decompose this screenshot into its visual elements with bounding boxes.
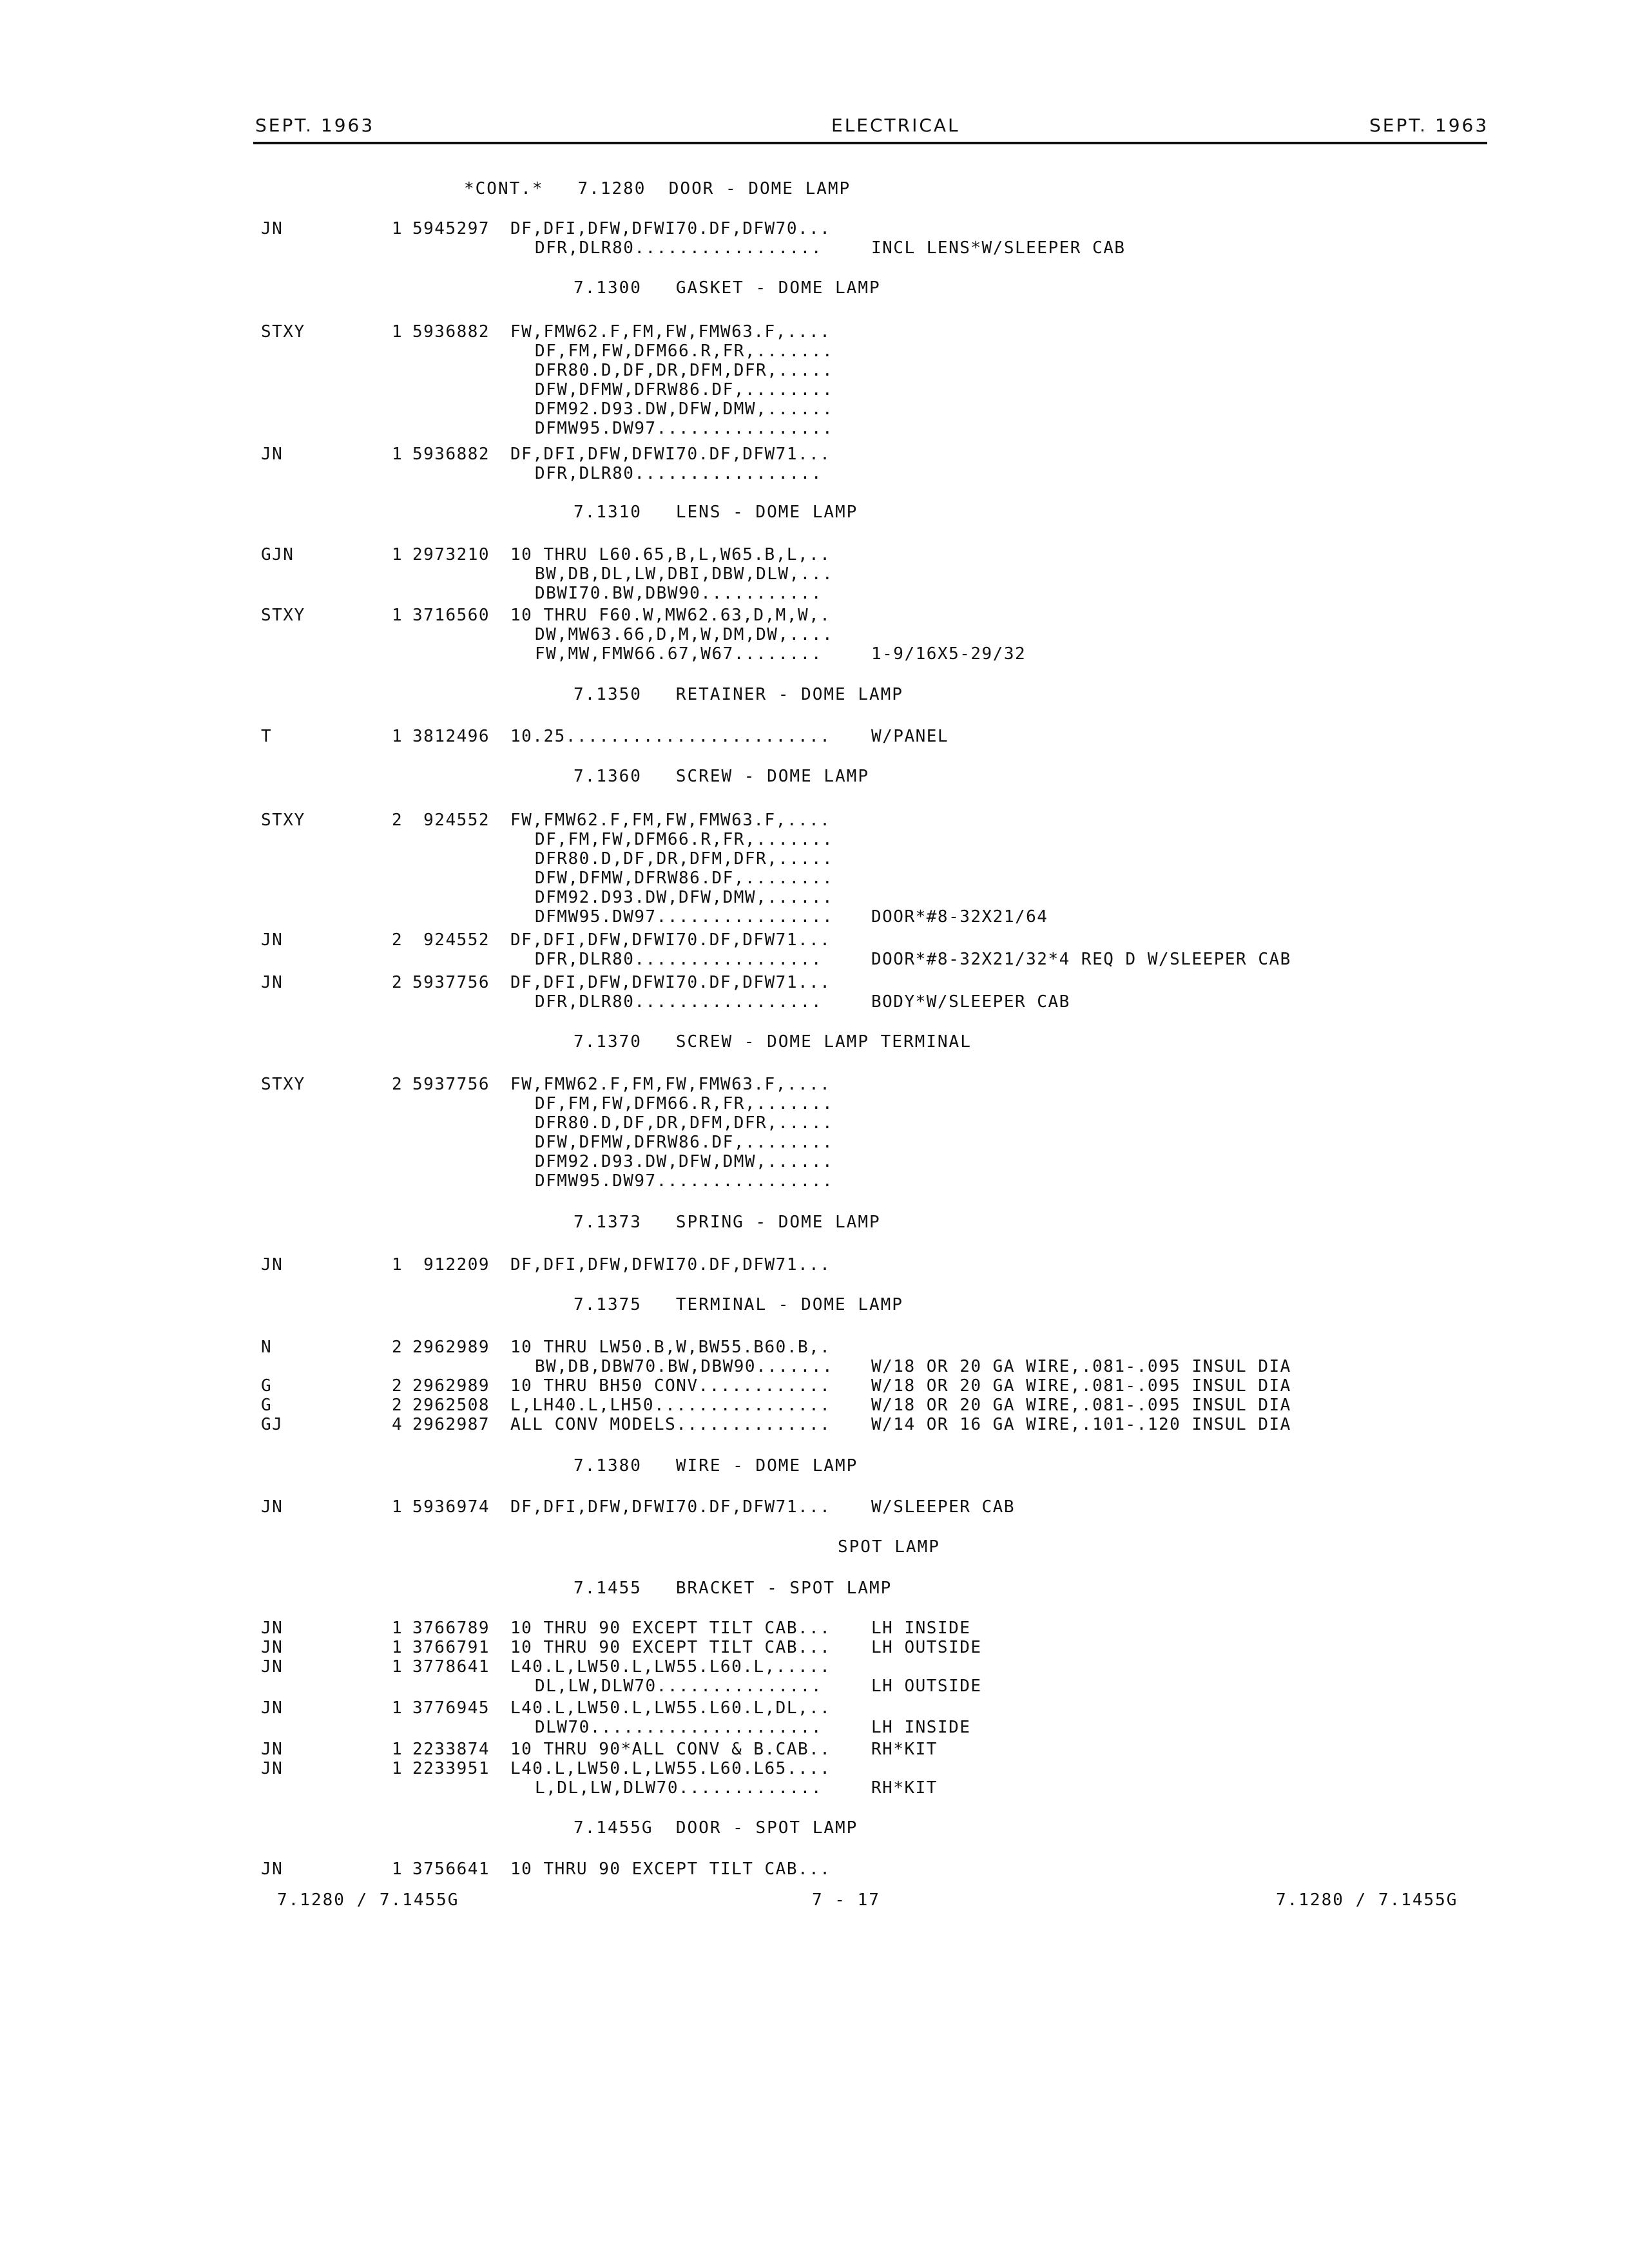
model-code: JN — [261, 973, 284, 992]
model-description-continued: DF,FM,FW,DFM66.R,FR,....... — [535, 341, 834, 361]
quantity: 1 — [392, 445, 403, 464]
model-code: JN — [261, 1657, 284, 1677]
model-description: 10.25........................ — [510, 727, 831, 746]
quantity: 1 — [392, 1638, 403, 1657]
section-heading: 7.1455 BRACKET - SPOT LAMP — [574, 1579, 892, 1598]
part-number: 2973210 — [412, 545, 490, 564]
remarks: 1-9/16X5-29/32 — [871, 644, 1027, 664]
model-description: 10 THRU LW50.B,W,BW55.B60.B,. — [510, 1338, 831, 1357]
part-number: 924552 — [412, 811, 490, 830]
part-number: 2962508 — [412, 1396, 490, 1415]
model-description-continued: DFMW95.DW97................ — [535, 419, 834, 438]
model-code: JN — [261, 1619, 284, 1638]
quantity: 1 — [392, 1740, 403, 1759]
section-heading: 7.1373 SPRING - DOME LAMP — [574, 1213, 881, 1232]
model-description-continued: DFM92.D93.DW,DFW,DMW,...... — [535, 1152, 834, 1171]
model-code: JN — [261, 930, 284, 950]
section-heading: SPOT LAMP — [838, 1537, 940, 1557]
model-description-continued: DFR,DLR80................. — [535, 464, 822, 483]
quantity: 2 — [392, 1396, 403, 1415]
section-heading: 7.1360 SCREW - DOME LAMP — [574, 767, 869, 786]
section-heading: 7.1300 GASKET - DOME LAMP — [574, 278, 881, 298]
model-description: L40.L,LW50.L,LW55.L60.L,..... — [510, 1657, 831, 1677]
remarks: DOOR*#8-32X21/64 — [871, 907, 1048, 927]
part-number: 2962987 — [412, 1415, 490, 1434]
part-number: 2962989 — [412, 1376, 490, 1396]
model-description: 10 THRU 90 EXCEPT TILT CAB... — [510, 1638, 831, 1657]
model-description-continued: DFMW95.DW97................ — [535, 1171, 834, 1191]
model-description-continued: DFR,DLR80................. — [535, 238, 822, 258]
quantity: 4 — [392, 1415, 403, 1434]
quantity: 1 — [392, 1860, 403, 1879]
part-number: 3812496 — [412, 727, 490, 746]
model-code: JN — [261, 1860, 284, 1879]
remarks: BODY*W/SLEEPER CAB — [871, 992, 1070, 1012]
section-heading: 7.1455G DOOR - SPOT LAMP — [574, 1818, 858, 1838]
part-number: 3766791 — [412, 1638, 490, 1657]
part-number: 3776945 — [412, 1698, 490, 1718]
model-code: JN — [261, 1698, 284, 1718]
model-description-continued: DFW,DFMW,DFRW86.DF,........ — [535, 869, 834, 888]
model-description: DF,DFI,DFW,DFWI70.DF,DFW71... — [510, 930, 831, 950]
part-number: 5945297 — [412, 219, 490, 238]
model-description: DF,DFI,DFW,DFWI70.DF,DFW70... — [510, 219, 831, 238]
model-description-continued: BW,DB,DBW70.BW,DBW90....... — [535, 1357, 834, 1376]
model-description-continued: DFR,DLR80................. — [535, 950, 822, 969]
quantity: 1 — [392, 1698, 403, 1718]
part-number: 3756641 — [412, 1860, 490, 1879]
model-code: JN — [261, 1497, 284, 1517]
model-description: FW,FMW62.F,FM,FW,FMW63.F,.... — [510, 811, 831, 830]
model-code: GJN — [261, 545, 294, 564]
model-description: 10 THRU 90 EXCEPT TILT CAB... — [510, 1860, 831, 1879]
model-code: JN — [261, 1759, 284, 1778]
part-number: 5936974 — [412, 1497, 490, 1517]
remarks: DOOR*#8-32X21/32*4 REQ D W/SLEEPER CAB — [871, 950, 1291, 969]
section-heading: 7.1350 RETAINER - DOME LAMP — [574, 685, 903, 704]
quantity: 1 — [392, 1619, 403, 1638]
model-description: L40.L,LW50.L,LW55.L60.L,DL,.. — [510, 1698, 831, 1718]
model-code: STXY — [261, 606, 305, 625]
model-description: 10 THRU 90*ALL CONV & B.CAB.. — [510, 1740, 831, 1759]
model-description-continued: DFW,DFMW,DFRW86.DF,........ — [535, 380, 834, 399]
quantity: 1 — [392, 1255, 403, 1274]
part-number: 3778641 — [412, 1657, 490, 1677]
quantity: 1 — [392, 1657, 403, 1677]
model-description-continued: DFR80.D,DF,DR,DFM,DFR,..... — [535, 1113, 834, 1133]
model-description-continued: DBWI70.BW,DBW90........... — [535, 584, 822, 603]
model-description-continued: DLW70..................... — [535, 1718, 822, 1737]
header-rule — [253, 142, 1487, 144]
part-number: 5937756 — [412, 973, 490, 992]
section-heading: 7.1380 WIRE - DOME LAMP — [574, 1456, 858, 1475]
model-description: ALL CONV MODELS.............. — [510, 1415, 831, 1434]
model-code: STXY — [261, 1075, 305, 1094]
model-description-continued: BW,DB,DL,LW,DBI,DBW,DLW,... — [535, 564, 834, 584]
model-code: STXY — [261, 322, 305, 341]
model-description-continued: DFR,DLR80................. — [535, 992, 822, 1012]
part-number: 2233951 — [412, 1759, 490, 1778]
model-description-continued: DFR80.D,DF,DR,DFM,DFR,..... — [535, 361, 834, 380]
model-code: G — [261, 1376, 273, 1396]
model-description: DF,DFI,DFW,DFWI70.DF,DFW71... — [510, 1497, 831, 1517]
remarks: LH INSIDE — [871, 1718, 971, 1737]
model-code: JN — [261, 1740, 284, 1759]
header-date-left: SEPT. 1963 — [255, 115, 375, 136]
model-description-continued: FW,MW,FMW66.67,W67........ — [535, 644, 822, 664]
quantity: 1 — [392, 219, 403, 238]
model-description-continued: DW,MW63.66,D,M,W,DM,DW,.... — [535, 625, 834, 644]
model-description: FW,FMW62.F,FM,FW,FMW63.F,.... — [510, 322, 831, 341]
model-code: JN — [261, 445, 284, 464]
section-heading: 7.1310 LENS - DOME LAMP — [574, 503, 858, 522]
model-description: L,LH40.L,LH50................ — [510, 1396, 831, 1415]
part-number: 924552 — [412, 930, 490, 950]
quantity: 2 — [392, 930, 403, 950]
model-description: DF,DFI,DFW,DFWI70.DF,DFW71... — [510, 973, 831, 992]
remarks: W/18 OR 20 GA WIRE,.081-.095 INSUL DIA — [871, 1396, 1291, 1415]
model-code: G — [261, 1396, 273, 1415]
model-description-continued: DFMW95.DW97................ — [535, 907, 834, 927]
part-number: 5936882 — [412, 322, 490, 341]
remarks: W/18 OR 20 GA WIRE,.081-.095 INSUL DIA — [871, 1357, 1291, 1376]
header-section-title: ELECTRICAL — [831, 115, 960, 136]
quantity: 1 — [392, 1497, 403, 1517]
model-description: L40.L,LW50.L,LW55.L60.L65.... — [510, 1759, 831, 1778]
part-number: 2233874 — [412, 1740, 490, 1759]
model-description-continued: DL,LW,DLW70............... — [535, 1677, 822, 1696]
remarks: W/PANEL — [871, 727, 949, 746]
quantity: 2 — [392, 1338, 403, 1357]
model-description-continued: L,DL,LW,DLW70............. — [535, 1778, 822, 1798]
model-description-continued: DF,FM,FW,DFM66.R,FR,....... — [535, 830, 834, 849]
part-number: 5937756 — [412, 1075, 490, 1094]
model-description: 10 THRU BH50 CONV............ — [510, 1376, 831, 1396]
quantity: 1 — [392, 545, 403, 564]
model-code: STXY — [261, 811, 305, 830]
model-description-continued: DF,FM,FW,DFM66.R,FR,....... — [535, 1094, 834, 1113]
model-description: FW,FMW62.F,FM,FW,FMW63.F,.... — [510, 1075, 831, 1094]
quantity: 1 — [392, 606, 403, 625]
part-number: 3716560 — [412, 606, 490, 625]
model-description: 10 THRU 90 EXCEPT TILT CAB... — [510, 1619, 831, 1638]
section-heading: 7.1375 TERMINAL - DOME LAMP — [574, 1295, 903, 1314]
model-description: DF,DFI,DFW,DFWI70.DF,DFW71... — [510, 445, 831, 464]
footer-page-number: 7 - 17 — [812, 1890, 880, 1910]
model-code: JN — [261, 1638, 284, 1657]
part-number: 3766789 — [412, 1619, 490, 1638]
footer-index-left: 7.1280 / 7.1455G — [277, 1890, 459, 1910]
quantity: 2 — [392, 1075, 403, 1094]
model-code: JN — [261, 1255, 284, 1274]
quantity: 1 — [392, 1759, 403, 1778]
remarks: W/14 OR 16 GA WIRE,.101-.120 INSUL DIA — [871, 1415, 1291, 1434]
quantity: 1 — [392, 727, 403, 746]
remarks: LH OUTSIDE — [871, 1677, 982, 1696]
part-number: 2962989 — [412, 1338, 490, 1357]
model-code: N — [261, 1338, 273, 1357]
remarks: RH*KIT — [871, 1778, 938, 1798]
quantity: 2 — [392, 973, 403, 992]
section-heading: 7.1370 SCREW - DOME LAMP TERMINAL — [574, 1032, 972, 1052]
remarks: INCL LENS*W/SLEEPER CAB — [871, 238, 1126, 258]
model-code: JN — [261, 219, 284, 238]
remarks: LH OUTSIDE — [871, 1638, 982, 1657]
model-description-continued: DFW,DFMW,DFRW86.DF,........ — [535, 1133, 834, 1152]
part-number: 912209 — [412, 1255, 490, 1274]
section-heading: *CONT.* 7.1280 DOOR - DOME LAMP — [464, 179, 851, 198]
model-description-continued: DFM92.D93.DW,DFW,DMW,...... — [535, 888, 834, 907]
part-number: 5936882 — [412, 445, 490, 464]
model-description: DF,DFI,DFW,DFWI70.DF,DFW71... — [510, 1255, 831, 1274]
footer-index-right: 7.1280 / 7.1455G — [1276, 1890, 1458, 1910]
remarks: LH INSIDE — [871, 1619, 971, 1638]
remarks: RH*KIT — [871, 1740, 938, 1759]
model-code: T — [261, 727, 273, 746]
model-description-continued: DFR80.D,DF,DR,DFM,DFR,..... — [535, 849, 834, 869]
model-code: GJ — [261, 1415, 284, 1434]
quantity: 2 — [392, 1376, 403, 1396]
header-date-right: SEPT. 1963 — [1369, 115, 1489, 136]
model-description-continued: DFM92.D93.DW,DFW,DMW,...... — [535, 399, 834, 419]
remarks: W/18 OR 20 GA WIRE,.081-.095 INSUL DIA — [871, 1376, 1291, 1396]
quantity: 1 — [392, 322, 403, 341]
quantity: 2 — [392, 811, 403, 830]
model-description: 10 THRU F60.W,MW62.63,D,M,W,. — [510, 606, 831, 625]
remarks: W/SLEEPER CAB — [871, 1497, 1015, 1517]
model-description: 10 THRU L60.65,B,L,W65.B,L,.. — [510, 545, 831, 564]
